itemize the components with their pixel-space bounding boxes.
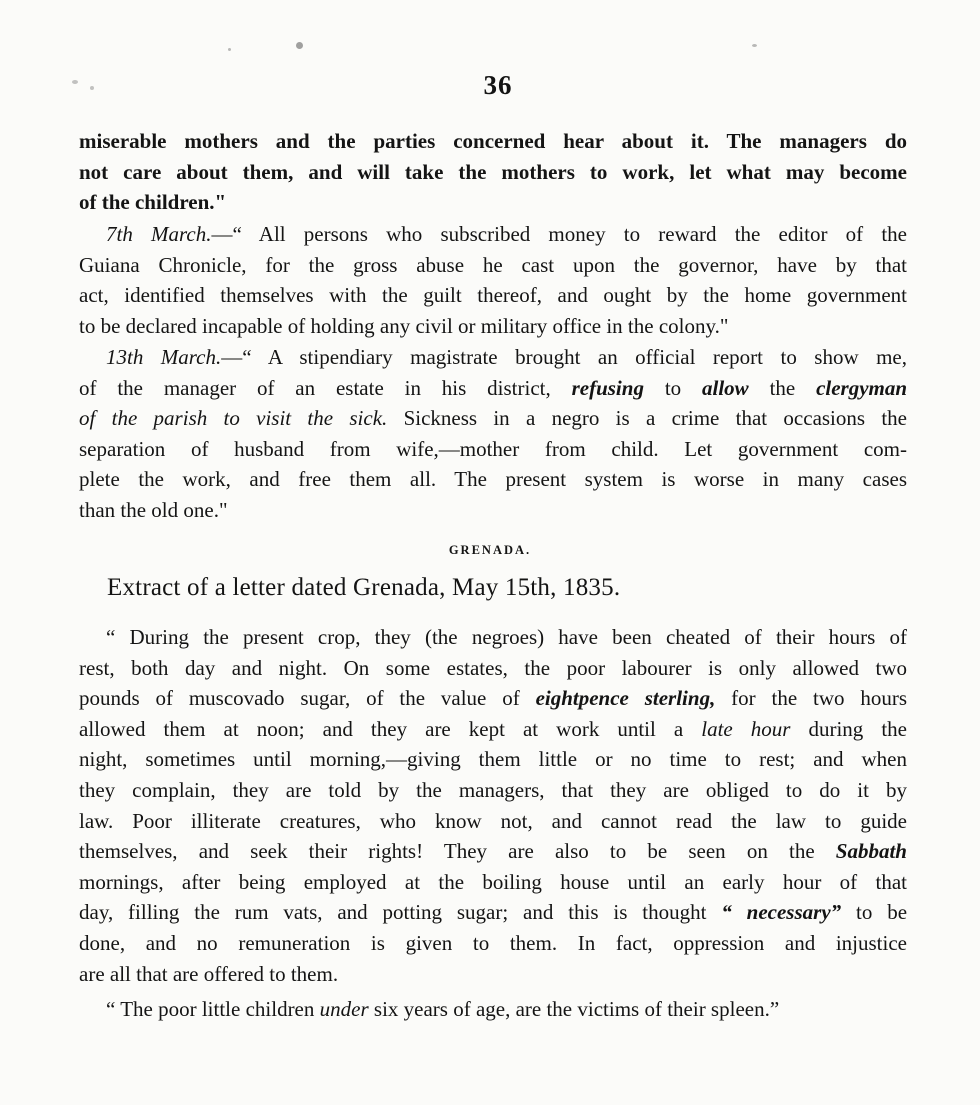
letter-paragraph — [79, 622, 907, 989]
emphasis: late hour — [701, 716, 791, 741]
emphasis: Sabbath — [835, 839, 907, 864]
text-line: than the old one." — [79, 497, 228, 522]
text-run: for the two hours — [731, 686, 908, 711]
emphasis: clergyman — [816, 375, 908, 400]
text-run: themselves, and seek their rights! They are also to be seen on the — [79, 839, 815, 864]
text-run: of the manager of an estate in his district, — [79, 375, 551, 400]
text-run: “ The poor little children — [106, 997, 315, 1021]
entry-opening: —“ A stipendiary magistrate brought an official report to show me, — [221, 345, 907, 369]
text-run: pounds of muscovado sugar, of the value of — [79, 686, 520, 711]
emphasis: under — [319, 997, 369, 1021]
text-line — [79, 994, 907, 1025]
entry-date: 13th March. — [106, 345, 222, 369]
scan-speck — [72, 80, 78, 84]
text-run: to — [664, 375, 682, 400]
emphasis: eightpence sterling, — [535, 686, 716, 711]
text-line — [79, 342, 907, 373]
text-line: done, and no remuneration is given to them. In fact, oppression and injustice — [79, 930, 907, 955]
text-line — [79, 714, 907, 745]
text-line: plete the work, and free them all. The present system is worse in many cases — [79, 467, 907, 492]
text-line: not care about them, and will take the mothers to work, let what may become — [79, 159, 907, 184]
emphasis: of the parish to visit the sick. — [79, 406, 388, 431]
continuation-paragraph — [79, 126, 907, 218]
text-line — [79, 373, 907, 404]
text-run: day, filling the rum vats, and potting sugar; and this is thought — [79, 900, 707, 925]
text-line: of the children." — [79, 190, 227, 215]
scan-speck — [90, 86, 94, 90]
text-line — [79, 403, 907, 434]
section-heading: GRENADA. — [448, 543, 532, 557]
text-run: allowed them at noon; and they are kept at work until a — [79, 716, 684, 741]
text-line: are all that are offered to them. — [79, 961, 339, 986]
text-line: Guiana Chronicle, for the gross abuse he cast upon the governor, have by that — [79, 252, 907, 277]
text-run: six years of age, are the victims of their spleen.” — [373, 997, 780, 1021]
text-line — [79, 836, 907, 867]
text-run: the — [769, 375, 796, 400]
emphasis: allow — [702, 375, 749, 400]
text-run: Sickness in a negro is a crime that occasions the — [403, 406, 908, 431]
text-line: law. Poor illiterate creatures, who know not, and cannot read the law to guide — [79, 808, 907, 833]
scan-speck — [296, 42, 303, 49]
page-number: 36 — [483, 70, 513, 100]
text-line: miserable mothers and the parties concerned hear about it. The managers do — [79, 129, 907, 153]
text-line: night, sometimes until morning,—giving them little or no time to rest; and when — [79, 747, 907, 772]
entry-date: 7th March. — [106, 222, 212, 246]
text-line: act, identified themselves with the guilt thereof, and ought by the home government — [79, 283, 907, 308]
text-line: “ During the present crop, they (the negroes) have been cheated of their hours of — [106, 625, 907, 649]
text-line: mornings, after being employed at the boiling house until an early hour of that — [79, 869, 907, 894]
scan-speck — [228, 48, 231, 51]
closing-paragraph — [79, 994, 907, 1025]
section-subheading: Extract of a letter dated Grenada, May 15th, 1835. — [107, 574, 621, 601]
diary-entry-13th-march — [79, 342, 907, 526]
text-line — [79, 219, 907, 250]
text-run: during the — [808, 716, 907, 741]
text-line: separation of husband from wife,—mother from child. Let government com- — [79, 436, 907, 461]
text-line: they complain, they are told by the managers, that they are obliged to do it by — [79, 777, 907, 802]
emphasis: “ necessary” — [721, 900, 842, 925]
emphasis: refusing — [571, 375, 644, 400]
text-line: rest, both day and night. On some estates, the poor labourer is only allowed two — [79, 655, 907, 680]
scan-speck — [752, 44, 757, 47]
text-line — [79, 683, 907, 714]
text-run: to be — [856, 900, 908, 925]
text-line — [79, 897, 907, 928]
diary-entry-7th-march — [79, 219, 907, 341]
entry-opening: —“ All persons who subscribed money to reward the editor of the — [211, 222, 907, 246]
text-line: to be declared incapable of holding any civil or military office in the colony." — [79, 313, 729, 338]
